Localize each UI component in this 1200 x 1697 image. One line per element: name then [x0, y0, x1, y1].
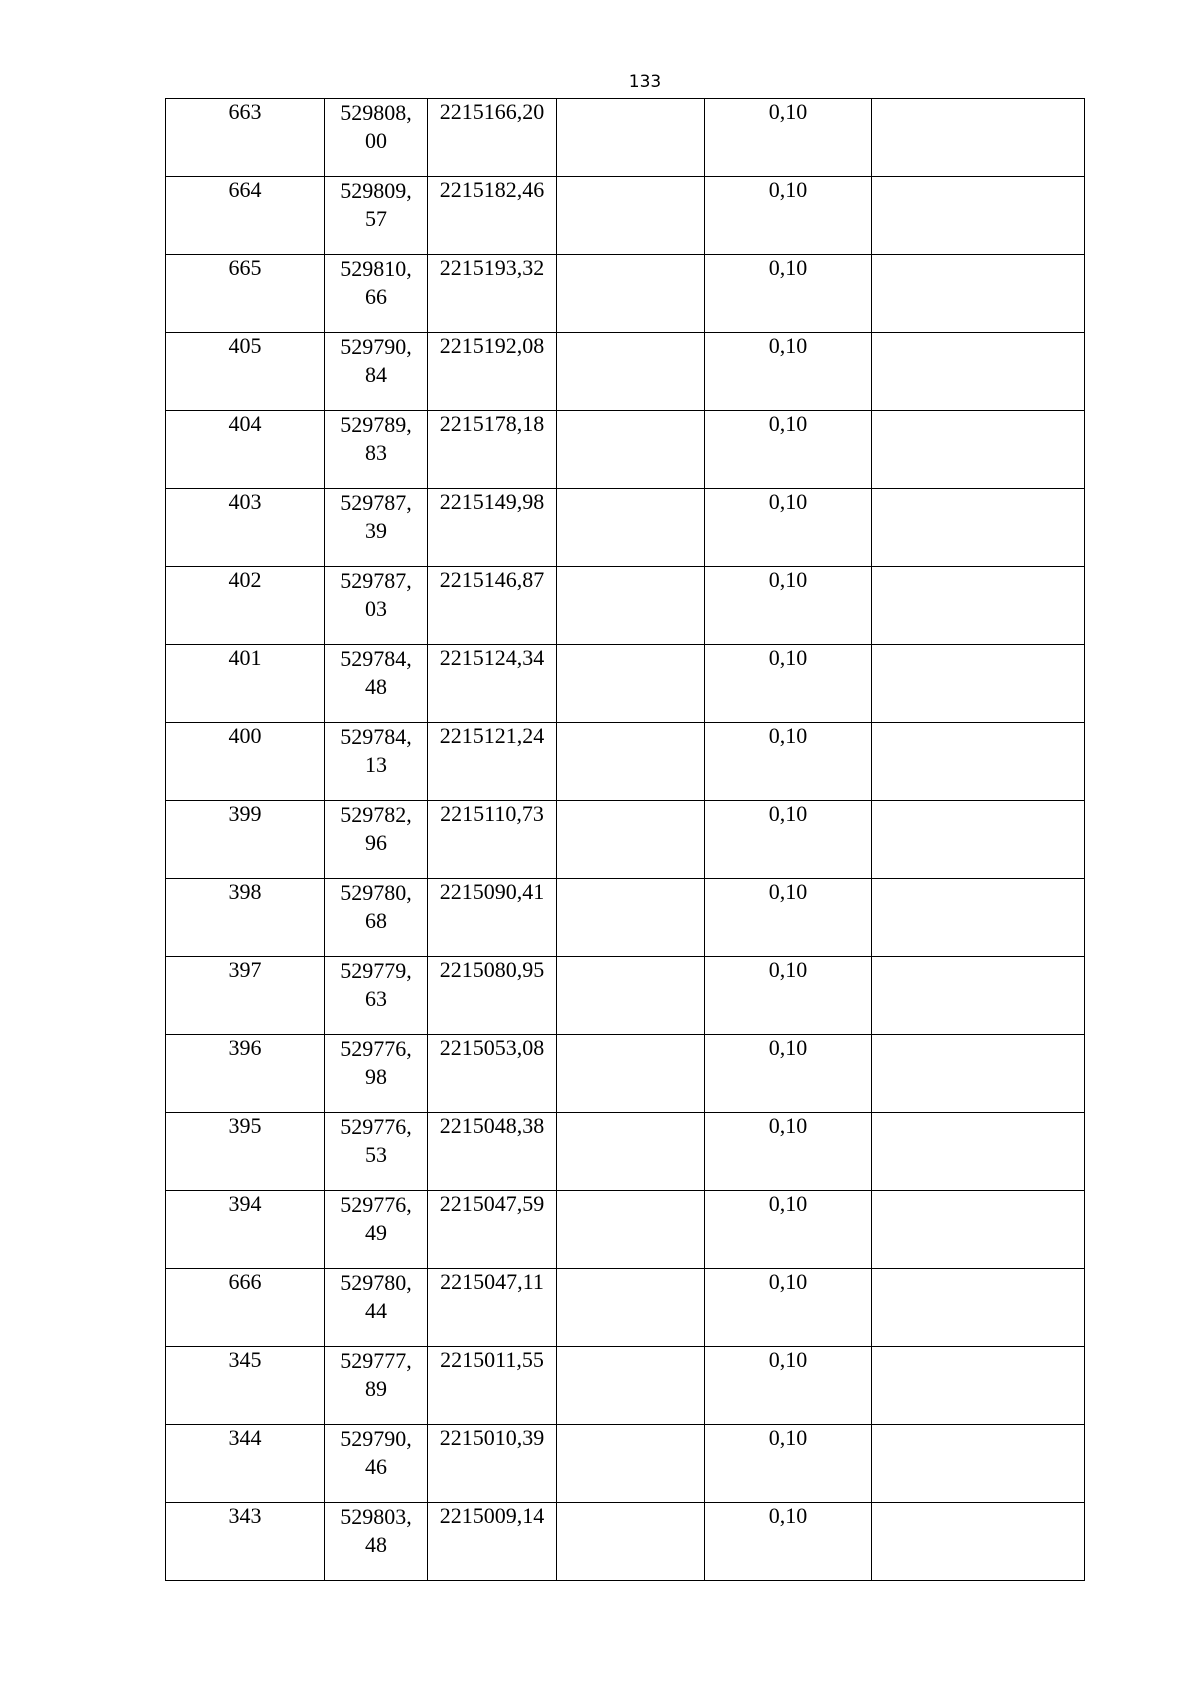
empty-cell	[557, 645, 705, 723]
x-coordinate-integer: 529780,	[340, 1270, 412, 1295]
x-coordinate-integer: 529787,	[340, 490, 412, 515]
x-coordinate-cell	[325, 1425, 428, 1503]
y-coordinate-cell: 2215090,41	[428, 879, 557, 957]
point-number-cell: 345	[166, 1347, 325, 1425]
x-coordinate-cell	[325, 99, 428, 177]
y-coordinate-cell: 2215178,18	[428, 411, 557, 489]
x-coordinate-cell	[325, 1269, 428, 1347]
empty-cell	[872, 645, 1085, 723]
table-row	[166, 1347, 1085, 1425]
x-coordinate-integer: 529779,	[340, 958, 412, 983]
table-row	[166, 411, 1085, 489]
x-coordinate-fraction: 48	[365, 1532, 387, 1557]
point-number-cell: 398	[166, 879, 325, 957]
point-number-cell: 399	[166, 801, 325, 879]
empty-cell	[557, 489, 705, 567]
x-coordinate-cell	[325, 177, 428, 255]
value-cell: 0,10	[705, 645, 872, 723]
y-coordinate-cell: 2215080,95	[428, 957, 557, 1035]
x-coordinate-fraction: 98	[365, 1064, 387, 1089]
table-row	[166, 645, 1085, 723]
value-cell: 0,10	[705, 879, 872, 957]
x-coordinate-integer: 529803,	[340, 1504, 412, 1529]
x-coordinate-fraction: 63	[365, 986, 387, 1011]
x-coordinate-fraction: 49	[365, 1220, 387, 1245]
x-coordinate-integer: 529810,	[340, 256, 412, 281]
table-row	[166, 177, 1085, 255]
x-coordinate-cell	[325, 411, 428, 489]
empty-cell	[872, 1269, 1085, 1347]
table-row	[166, 255, 1085, 333]
empty-cell	[872, 957, 1085, 1035]
y-coordinate-cell: 2215166,20	[428, 99, 557, 177]
x-coordinate-fraction: 57	[365, 206, 387, 231]
empty-cell	[872, 177, 1085, 255]
empty-cell	[557, 1425, 705, 1503]
value-cell: 0,10	[705, 99, 872, 177]
table-row	[166, 1191, 1085, 1269]
x-coordinate-fraction: 89	[365, 1376, 387, 1401]
value-cell: 0,10	[705, 723, 872, 801]
x-coordinate-fraction: 46	[365, 1454, 387, 1479]
y-coordinate-cell: 2215124,34	[428, 645, 557, 723]
x-coordinate-cell	[325, 567, 428, 645]
y-coordinate-cell: 2215110,73	[428, 801, 557, 879]
table-row	[166, 801, 1085, 879]
empty-cell	[872, 801, 1085, 879]
x-coordinate-cell	[325, 1113, 428, 1191]
point-number-cell: 405	[166, 333, 325, 411]
y-coordinate-cell: 2215047,11	[428, 1269, 557, 1347]
point-number-cell: 666	[166, 1269, 325, 1347]
point-number-cell: 401	[166, 645, 325, 723]
value-cell: 0,10	[705, 1503, 872, 1581]
page-number: 133	[628, 72, 662, 92]
y-coordinate-cell: 2215053,08	[428, 1035, 557, 1113]
point-number-cell: 396	[166, 1035, 325, 1113]
x-coordinate-cell	[325, 723, 428, 801]
value-cell: 0,10	[705, 1269, 872, 1347]
x-coordinate-fraction: 68	[365, 908, 387, 933]
empty-cell	[872, 723, 1085, 801]
x-coordinate-cell	[325, 1347, 428, 1425]
value-cell: 0,10	[705, 255, 872, 333]
table-row	[166, 567, 1085, 645]
empty-cell	[872, 1035, 1085, 1113]
table-row	[166, 1269, 1085, 1347]
table-row	[166, 879, 1085, 957]
empty-cell	[872, 567, 1085, 645]
empty-cell	[557, 1191, 705, 1269]
x-coordinate-cell	[325, 333, 428, 411]
y-coordinate-cell: 2215009,14	[428, 1503, 557, 1581]
x-coordinate-cell	[325, 957, 428, 1035]
empty-cell	[557, 411, 705, 489]
x-coordinate-cell	[325, 645, 428, 723]
y-coordinate-cell: 2215149,98	[428, 489, 557, 567]
point-number-cell: 665	[166, 255, 325, 333]
table-row	[166, 333, 1085, 411]
empty-cell	[872, 1347, 1085, 1425]
x-coordinate-fraction: 84	[365, 362, 387, 387]
table-row	[166, 489, 1085, 567]
x-coordinate-integer: 529782,	[340, 802, 412, 827]
table-row	[166, 1035, 1085, 1113]
x-coordinate-cell	[325, 255, 428, 333]
x-coordinate-fraction: 39	[365, 518, 387, 543]
x-coordinate-integer: 529787,	[340, 568, 412, 593]
y-coordinate-cell: 2215047,59	[428, 1191, 557, 1269]
point-number-cell: 343	[166, 1503, 325, 1581]
empty-cell	[557, 567, 705, 645]
x-coordinate-fraction: 83	[365, 440, 387, 465]
point-number-cell: 400	[166, 723, 325, 801]
value-cell: 0,10	[705, 801, 872, 879]
coordinates-table-body	[166, 99, 1085, 1581]
x-coordinate-cell	[325, 1035, 428, 1113]
x-coordinate-fraction: 03	[365, 596, 387, 621]
x-coordinate-fraction: 96	[365, 830, 387, 855]
x-coordinate-integer: 529784,	[340, 646, 412, 671]
empty-cell	[557, 1035, 705, 1113]
x-coordinate-integer: 529808,	[340, 100, 412, 125]
empty-cell	[872, 1191, 1085, 1269]
y-coordinate-cell: 2215121,24	[428, 723, 557, 801]
y-coordinate-cell: 2215192,08	[428, 333, 557, 411]
y-coordinate-cell: 2215011,55	[428, 1347, 557, 1425]
x-coordinate-integer: 529777,	[340, 1348, 412, 1373]
empty-cell	[557, 879, 705, 957]
point-number-cell: 395	[166, 1113, 325, 1191]
empty-cell	[557, 99, 705, 177]
x-coordinate-integer: 529776,	[340, 1192, 412, 1217]
value-cell: 0,10	[705, 567, 872, 645]
empty-cell	[557, 1347, 705, 1425]
value-cell: 0,10	[705, 411, 872, 489]
value-cell: 0,10	[705, 1347, 872, 1425]
value-cell: 0,10	[705, 1425, 872, 1503]
empty-cell	[872, 333, 1085, 411]
empty-cell	[872, 1425, 1085, 1503]
table-row	[166, 957, 1085, 1035]
empty-cell	[557, 255, 705, 333]
x-coordinate-integer: 529780,	[340, 880, 412, 905]
y-coordinate-cell: 2215146,87	[428, 567, 557, 645]
table-row	[166, 1503, 1085, 1581]
x-coordinate-fraction: 13	[365, 752, 387, 777]
point-number-cell: 397	[166, 957, 325, 1035]
empty-cell	[557, 723, 705, 801]
empty-cell	[872, 99, 1085, 177]
x-coordinate-cell	[325, 489, 428, 567]
table-row	[166, 723, 1085, 801]
value-cell: 0,10	[705, 177, 872, 255]
empty-cell	[557, 333, 705, 411]
x-coordinate-integer: 529790,	[340, 334, 412, 359]
x-coordinate-cell	[325, 1503, 428, 1581]
x-coordinate-fraction: 00	[365, 128, 387, 153]
x-coordinate-integer: 529776,	[340, 1036, 412, 1061]
x-coordinate-integer: 529784,	[340, 724, 412, 749]
table-row	[166, 1425, 1085, 1503]
x-coordinate-cell	[325, 879, 428, 957]
x-coordinate-fraction: 48	[365, 674, 387, 699]
x-coordinate-cell	[325, 1191, 428, 1269]
value-cell: 0,10	[705, 957, 872, 1035]
value-cell: 0,10	[705, 333, 872, 411]
x-coordinate-cell	[325, 801, 428, 879]
value-cell: 0,10	[705, 1113, 872, 1191]
x-coordinate-integer: 529776,	[340, 1114, 412, 1139]
y-coordinate-cell: 2215193,32	[428, 255, 557, 333]
empty-cell	[872, 1503, 1085, 1581]
y-coordinate-cell: 2215010,39	[428, 1425, 557, 1503]
coordinates-table	[165, 98, 1085, 1581]
x-coordinate-fraction: 53	[365, 1142, 387, 1167]
empty-cell	[557, 177, 705, 255]
empty-cell	[557, 1269, 705, 1347]
y-coordinate-cell: 2215182,46	[428, 177, 557, 255]
point-number-cell: 344	[166, 1425, 325, 1503]
x-coordinate-integer: 529789,	[340, 412, 412, 437]
point-number-cell: 403	[166, 489, 325, 567]
x-coordinate-fraction: 44	[365, 1298, 387, 1323]
empty-cell	[557, 1113, 705, 1191]
empty-cell	[557, 1503, 705, 1581]
empty-cell	[557, 957, 705, 1035]
empty-cell	[872, 411, 1085, 489]
empty-cell	[557, 801, 705, 879]
y-coordinate-cell: 2215048,38	[428, 1113, 557, 1191]
empty-cell	[872, 255, 1085, 333]
x-coordinate-integer: 529790,	[340, 1426, 412, 1451]
empty-cell	[872, 879, 1085, 957]
point-number-cell: 663	[166, 99, 325, 177]
value-cell: 0,10	[705, 1035, 872, 1113]
table-row	[166, 99, 1085, 177]
empty-cell	[872, 489, 1085, 567]
point-number-cell: 664	[166, 177, 325, 255]
x-coordinate-fraction: 66	[365, 284, 387, 309]
point-number-cell: 402	[166, 567, 325, 645]
x-coordinate-integer: 529809,	[340, 178, 412, 203]
table-row	[166, 1113, 1085, 1191]
point-number-cell: 404	[166, 411, 325, 489]
value-cell: 0,10	[705, 1191, 872, 1269]
value-cell: 0,10	[705, 489, 872, 567]
point-number-cell: 394	[166, 1191, 325, 1269]
empty-cell	[872, 1113, 1085, 1191]
